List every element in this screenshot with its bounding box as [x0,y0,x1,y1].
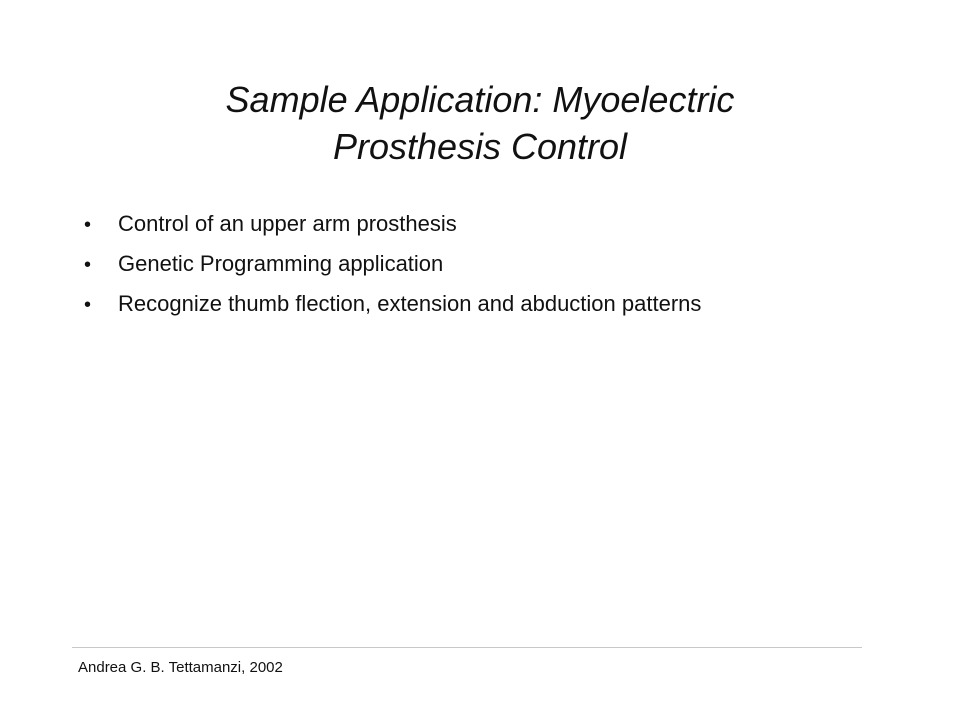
slide-title-line-1: Sample Application: Myoelectric [225,79,735,120]
bullet-text: Control of an upper arm prosthesis [118,211,457,236]
bullet-icon: • [84,294,92,316]
footer-divider [72,647,862,648]
bullet-text: Genetic Programming application [118,251,444,276]
footer-text: Andrea G. B. Tettamanzi, 2002 [78,659,283,676]
bullet-item [84,291,701,318]
bullet-icon: • [84,254,92,276]
slide-title [100,76,860,170]
bullet-item [84,211,701,238]
slide-title-line-2: Prosthesis Control [332,126,628,167]
bullet-item [84,251,701,278]
bullet-list [84,211,701,331]
bullet-icon: • [84,214,92,236]
bullet-text: Recognize thumb flection, extension and abduction patterns [118,291,702,316]
